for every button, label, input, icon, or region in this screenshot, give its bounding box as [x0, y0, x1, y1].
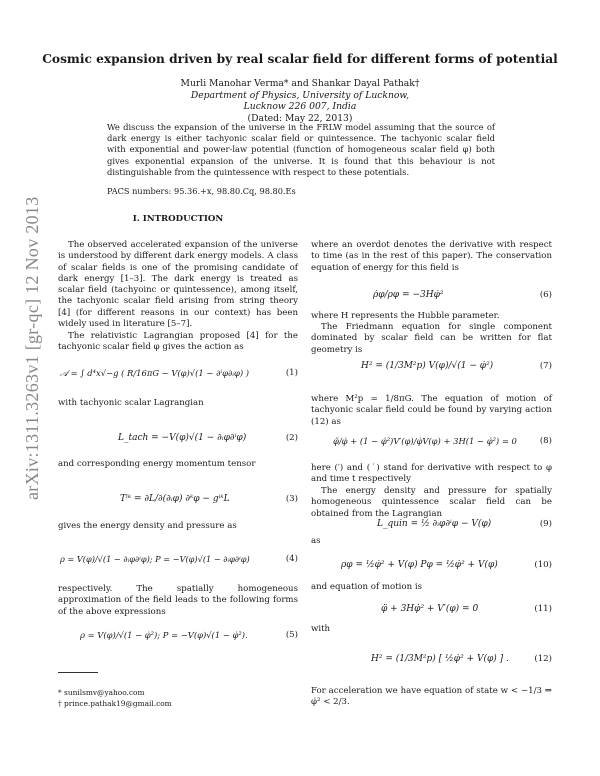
equation-10-expr: ρφ = ½φ̇² + V(φ) Pφ = ½φ̇² + V(φ)	[341, 560, 498, 570]
author-block	[0, 78, 600, 124]
paper-title: Cosmic expansion driven by real scalar field for different forms of potential	[42, 52, 558, 66]
right-paragraph-3: The Friedmann equation for single component dominated by scalar field can be written for flat geometry is	[311, 322, 552, 355]
equation-1-number: (1)	[285, 368, 298, 378]
left-paragraph-4: and corresponding energy momentum tensor	[58, 459, 256, 469]
equation-4-expr: ρ = V(φ)/√(1 − ∂ᵢφ∂ⁱφ); P = −V(φ)√(1 − ∂ᵢφ∂ⁱφ)	[60, 554, 250, 564]
left-paragraph-6: respectively. The spatially homogeneous approximation of the field leads to the following forms of the above expressions	[58, 584, 298, 617]
equation-9-number: (9)	[539, 519, 552, 529]
left-paragraph-5: gives the energy density and pressure as	[58, 521, 237, 531]
right-paragraph-9: with	[311, 624, 331, 634]
equation-7-number: (7)	[539, 361, 552, 371]
equation-3-expr: Tⁱᵏ = ∂L/∂(∂ᵢφ) ∂ᵏφ − gⁱᵏL	[120, 494, 230, 504]
section-heading: I. INTRODUCTION	[132, 214, 224, 224]
equation-10-number: (10)	[534, 560, 552, 570]
right-paragraph-4: where M²p = 1/8πG. The equation of motion of tachyonic scalar field could be found by varying action (12) as	[311, 394, 552, 427]
author-names: Murli Manohar Verma* and Shankar Dayal Pathak†	[180, 78, 420, 89]
equation-12-expr: H² = (1/3M²p) [ ½φ̇² + V(φ) ] .	[371, 654, 509, 664]
arxiv-stamp: arXiv:1311.3263v1 [gr-qc] 12 Nov 2013	[22, 196, 42, 500]
equation-1-expr: 𝒜 = ∫ d⁴x√−g ( R/16πG − V(φ)√(1 − ∂ⁱφ∂ᵢφ) )	[60, 368, 250, 378]
left-paragraph-1: The observed accelerated expansion of the universe is understood by different dark energy models. A class of scalar fields is one of the promising candidate of dark energy [1–3]. The dark energy is treated as scalar field (tachyoinc or quintessence), among itself, the tachyonic scalar field arising from string theory [4] (for different reasons in our context) has been widely used in literature [5–7].	[58, 240, 298, 330]
equation-3-number: (3)	[285, 494, 298, 504]
affiliation-line-2: Lucknow 226 007, India	[243, 101, 357, 113]
left-paragraph-2: The relativistic Lagrangian proposed [4] for the tachyonic scalar field φ gives the action as	[58, 331, 298, 353]
footnote-1: * sunilsmv@yahoo.com	[58, 688, 145, 697]
right-paragraph-10: For acceleration we have equation of state w < −1/3 ⇒ φ̇² < 2/3.	[311, 686, 552, 708]
abstract: We discuss the expansion of the universe in the FRLW model assuming that the source of dark energy is either tachyonic scalar field or quintessence. The tachyonic scalar field with exponential and power-law potential (function of homogeneous scalar field φ) both gives exponential expansion of the universe. It is found that this behaviour is not distinguishable from the quintessence with respect to these potentials.	[107, 122, 495, 177]
equation-11-number: (11)	[534, 604, 552, 614]
equation-11-expr: φ̈ + 3Hφ̇² + V′(φ) = 0	[381, 604, 479, 614]
right-paragraph-1: where an overdot denotes the derivative with respect to time (as in the rest of this paper). The conservation equation of energy for this field is	[311, 240, 552, 273]
pacs-numbers: PACS numbers: 95.36.+x, 98.80.Cq, 98.80.Es	[107, 186, 296, 196]
equation-7-expr: H² = (1/3M²p) V(φ)/√(1 − φ̇²)	[361, 361, 494, 371]
right-paragraph-5: here (′) and (˙) stand for derivative with respect to φ and time t respectively	[311, 463, 552, 485]
equation-8-expr: φ̈/φ̇ + (1 − φ̇²)V′(φ)/φ̇V(φ) + 3H(1 − φ̇²) = 0	[333, 436, 517, 446]
footnote-2: † prince.pathak19@gmail.com	[58, 699, 172, 708]
right-paragraph-6: The energy density and pressure for spatially homogeneous quintessence scalar field can be obtained from the Lagrangian	[311, 486, 552, 519]
equation-12-number: (12)	[534, 654, 552, 664]
equation-6-expr: ρ̇φ/ρφ = −3Hφ̇²	[373, 290, 444, 300]
equation-8-number: (8)	[539, 436, 552, 446]
equation-4-number: (4)	[285, 554, 298, 564]
right-paragraph-7: as	[311, 536, 321, 546]
left-paragraph-3: with tachyonic scalar Lagrangian	[58, 398, 204, 408]
dated-line: (Dated: May 22, 2013)	[247, 112, 353, 124]
affiliation-line-1: Department of Physics, University of Lucknow,	[190, 89, 410, 101]
equation-2-expr: L_tach = −V(φ)√(1 − ∂ᵢφ∂ⁱφ)	[118, 433, 247, 443]
right-paragraph-2: where H represents the Hubble parameter.	[311, 311, 500, 321]
equation-5-number: (5)	[285, 630, 298, 640]
equation-5-expr: ρ = V(φ)/√(1 − φ̇²); P = −V(φ)√(1 − φ̇²).	[80, 630, 248, 640]
footnote-rule	[58, 672, 98, 673]
equation-6-number: (6)	[539, 290, 552, 300]
right-paragraph-8: and equation of motion is	[311, 582, 422, 592]
equation-2-number: (2)	[285, 433, 298, 443]
equation-9-expr: L_quin = ½ ∂ᵢφ∂ⁱφ − V(φ)	[377, 519, 492, 529]
